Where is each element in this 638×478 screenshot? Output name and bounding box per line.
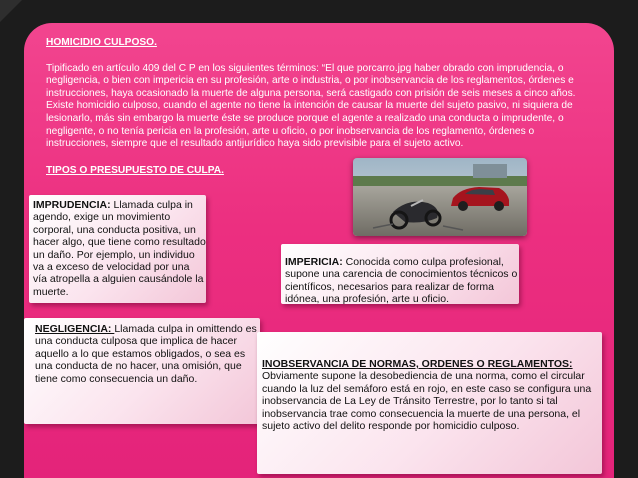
- imprudencia-box: [29, 195, 206, 303]
- impericia-box: [281, 244, 519, 304]
- inobservancia-box: [257, 332, 602, 474]
- slide-title: HOMICIDIO CULPOSO.: [46, 37, 157, 48]
- intro-paragraph: Tipificado en artículo 409 del C P en los siguientes términos: “El que porcarro.jpg haber obrado con imprudencia, o negligencia, o bien con impericia en su profesión, arte o industria, o por inobservancia de los reglamentos, órdenes e instrucciones, haya ocasionado la muerte de alguna persona, será castigado con prisión de seis meses a cinco años. Existe homicidio culposo, cuando el agente no tiene la intención de causar la muerte del sujeto pasivo, ni siquiera de lesionarlo, más sin embargo la muerte éste se produce porque el agente a realizado una conducta o imprudente, o negligente, o no tenía pericia en la profesión, arte u oficio, o por inobservancia de los reglamento, órdenes o instrucciones, siempre que el resultado antijurídico haya sido previsible para el sujeto activo.: [46, 62, 576, 150]
- impericia-text: Conocida como culpa profesional, supone una carencia de conocimientos técnicos o científicos, necesarios para realizar de forma idónea, una profesión, arte u oficio.: [285, 256, 518, 306]
- negligencia-label: NEGLIGENCIA:: [35, 323, 115, 335]
- inobservancia-label: INOBSERVANCIA DE NORMAS, ORDENES O REGLAMENTOS:: [262, 358, 573, 370]
- car-accident-image: [353, 158, 527, 236]
- intro-section: [46, 37, 598, 177]
- section-subtitle: TIPOS O PRESUPUESTO DE CULPA.: [46, 164, 224, 176]
- imprudencia-label: IMPRUDENCIA:: [33, 199, 111, 211]
- car-accident-photo: [353, 158, 527, 236]
- inobservancia-text: Obviamente supone la desobediencia de una norma, como el circular cuando la luz del semáforo está en rojo, en este caso se configura una inobservancia de La Ley de Tránsito Terrestre, por lo tanto si tal inobservancia trae como consecuencia la muerte de una persona, el sujeto activo del delito responde por homicidio culposo.: [262, 370, 592, 433]
- slide: [24, 23, 614, 478]
- imprudencia-text: Llamada culpa in agendo, exige un movimiento corporal, una conducta positiva, un hacer algo, que tiene como resultado un daño. Por ejemplo, un individuo va a exceso de velocidad por una vía atropella a alguien causándole la muerte.: [33, 199, 206, 298]
- negligencia-box: [24, 318, 260, 424]
- corner-decoration: [0, 0, 22, 22]
- impericia-label: IMPERICIA:: [285, 256, 343, 268]
- negligencia-text: Llamada culpa in omittendo es una conducta culposa que implica de hacer aquello a lo que estamos obligados, o sea es una conducta de no hacer, una omisión, que tiene como consecuencia un daño.: [35, 323, 257, 385]
